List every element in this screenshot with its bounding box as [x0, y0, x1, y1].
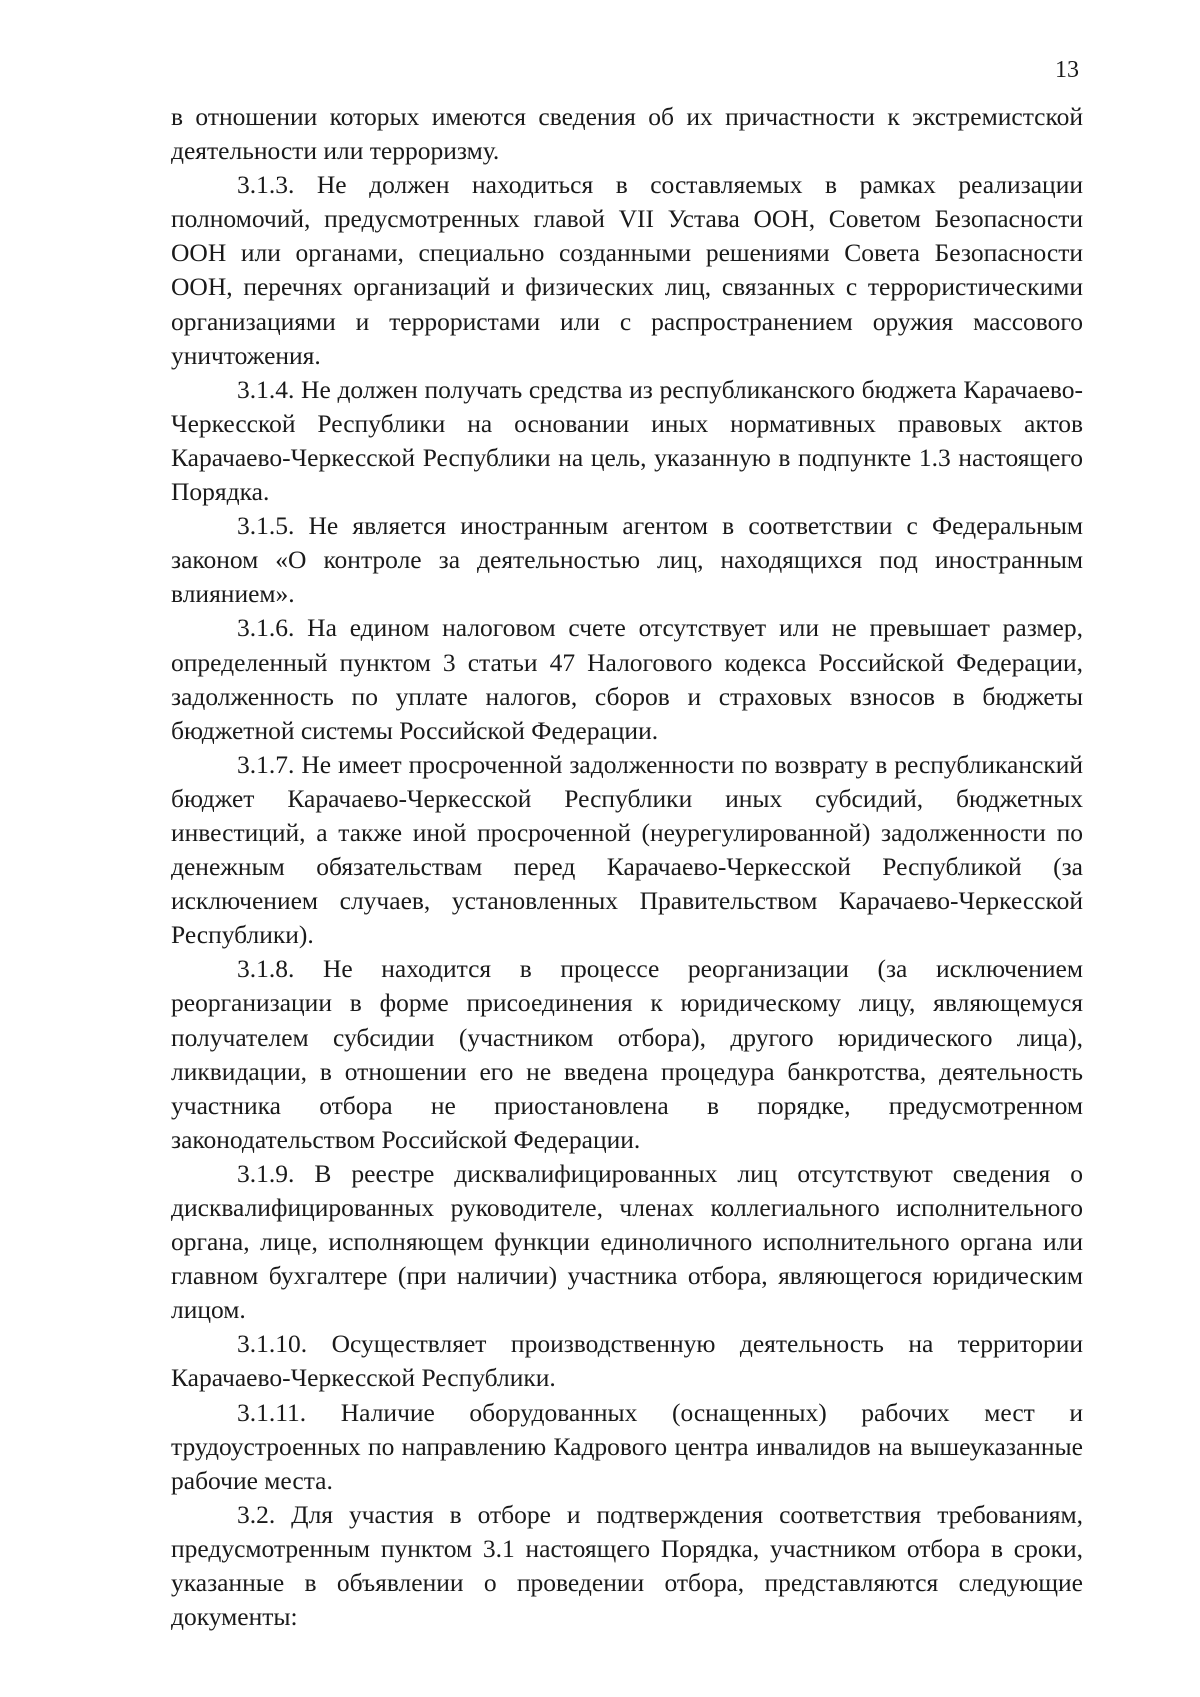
paragraph-3-1-4: 3.1.4. Не должен получать средства из республиканского бюджета Карачаево-Черкесской Республики на основании иных нормативных правовых актов Карачаево-Черкесской Республики на цель, указанную в подпункте 1.3 настоящего Порядка.: [171, 374, 1083, 507]
paragraph-3-1-6: 3.1.6. На едином налоговом счете отсутствует или не превышает размер, определенный пунктом 3 статьи 47 Налогового кодекса Российской Федерации, задолженность по уплате налогов, сборов и страховых взносов в бюджеты бюджетной системы Российской Федерации.: [171, 613, 1083, 745]
page-number: 13: [1055, 57, 1079, 83]
paragraph-3-1-3: 3.1.3. Не должен находиться в составляемых в рамках реализации полномочий, предусмотренных главой VII Устава ООН, Советом Безопасности ООН или органами, специально созданными решениями Совета Безопасности ООН, перечнях организаций и физических лиц, связанных с террористическими организациями и террористами или с распространением оружия массового уничтожения.: [171, 170, 1083, 370]
paragraph-3-2: 3.2. Для участия в отборе и подтверждения соответствия требованиям, предусмотренным пунктом 3.1 настоящего Порядка, участником отбора в сроки, указанные в объявлении о проведении отбора, представляются следующие документы:: [171, 1499, 1083, 1632]
paragraph-3-1-10: 3.1.10. Осуществляет производственную деятельность на территории Карачаево-Черкесской Республики.: [171, 1329, 1083, 1393]
paragraph-3-1-5: 3.1.5. Не является иностранным агентом в соответствии с Федеральным законом «О контроле за деятельностью лиц, находящихся под иностранным влиянием».: [171, 511, 1083, 609]
paragraph-3-1-9: 3.1.9. В реестре дисквалифицированных лиц отсутствуют сведения о дисквалифицированных руководителе, членах коллегиального исполнительного органа, лице, исполняющем функции единоличного исполнительного органа или главном бухгалтере (при наличии) участника отбора, являющегося юридическим лицом.: [171, 1158, 1083, 1325]
paragraph-3-1-11: 3.1.11. Наличие оборудованных (оснащенных) рабочих мест и трудоустроенных по направлению Кадрового центра инвалидов на вышеуказанные рабочие места.: [171, 1397, 1083, 1495]
paragraph-continuation: в отношении которых имеются сведения об их причастности к экстремистской деятельности или терроризму.: [171, 102, 1083, 166]
paragraph-3-1-7: 3.1.7. Не имеет просроченной задолженности по возврату в республиканский бюджет Карачаево-Черкесской Республики иных субсидий, бюджетных инвестиций, а также иной просроченной (неурегулированной) задолженности по денежным обязательствам перед Карачаево-Черкесской Республикой (за исключением случаев, установленных Правительством Карачаево-Черкесской Республики).: [171, 749, 1083, 950]
paragraph-3-1-8: 3.1.8. Не находится в процессе реорганизации (за исключением реорганизации в форме присоединения к юридическому лицу, являющемуся получателем субсидии (участником отбора), другого юридического лица), ликвидации, в отношении его не введена процедура банкротства, деятельность участника отбора не приостановлена в порядке, предусмотренном законодательством Российской Федерации.: [171, 954, 1083, 1154]
document-body: [171, 100, 1083, 1634]
